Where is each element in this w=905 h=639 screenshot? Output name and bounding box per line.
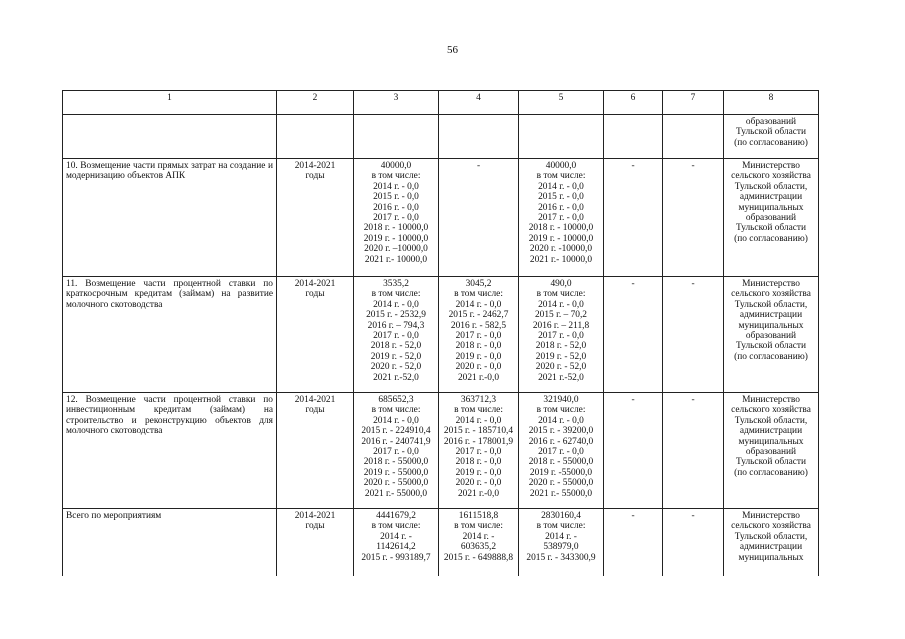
cell-line: 2017 г. - 0,0	[538, 213, 584, 224]
cell-line: 2020 г. -10000,0	[529, 244, 593, 255]
cell-line: 2015 г. - 2462,7	[448, 310, 509, 321]
funding-source-3-cell	[519, 393, 604, 509]
cell-line: в том числе:	[371, 289, 421, 300]
cell-line: Тульской области,	[734, 181, 808, 192]
cell-line: сельского хозяйства	[731, 521, 811, 532]
cell-line: 2017 г. - 0,0	[373, 331, 419, 342]
cell-line: 2014 г. - 0,0	[538, 299, 584, 310]
cell-line: 2016 г. - 0,0	[538, 202, 584, 213]
cell-line: 2020 г. - 52,0	[370, 362, 422, 373]
cell-line: 2016 г. - 62740,0	[528, 436, 594, 447]
measure-name-cell	[63, 115, 277, 159]
table-row	[63, 115, 819, 159]
cell-line: образований	[745, 117, 797, 127]
cell-text: 10. Возмещение части прямых затрат на создание и модернизацию объектов АПК	[66, 161, 273, 182]
cell-line: 2019 г. - 52,0	[535, 351, 587, 362]
column-7-cell: -	[663, 509, 724, 577]
cell-line: 538979,0	[543, 542, 579, 553]
total-funding-cell	[354, 277, 439, 393]
cell-line: 2830160,4	[541, 511, 581, 521]
total-funding-cell	[354, 393, 439, 509]
funding-source-2-cell	[439, 277, 519, 393]
cell-line: 2014 г. - 0,0	[455, 299, 502, 310]
cell-line: администрации	[739, 310, 803, 321]
cell-line: 40000,0	[380, 161, 412, 171]
cell-line: -	[476, 161, 481, 171]
period-cell	[277, 159, 354, 277]
cell-line: 2018 г. - 10000,0	[528, 223, 594, 234]
funding-source-3-cell	[519, 159, 604, 277]
cell-line: 2015 г. - 185710,4	[443, 426, 514, 437]
cell-line: администрации	[739, 426, 803, 437]
cell-line: Тульской области	[735, 127, 807, 138]
cell-line: сельского хозяйства	[731, 171, 811, 182]
cell-line: 2015 г. – 70,2	[534, 310, 587, 321]
responsible-cell	[724, 159, 819, 277]
header-cell-4: 4	[439, 91, 519, 115]
cell-line: годы	[305, 521, 325, 532]
column-7-cell: -	[663, 393, 724, 509]
cell-line: Тульской области	[735, 223, 807, 234]
cell-line: 2021 г.- 10000,0	[529, 254, 593, 265]
cell-line: 2018 г. - 10000,0	[363, 223, 429, 234]
cell-line: в том числе:	[454, 405, 503, 416]
cell-line: 2017 г. - 0,0	[373, 213, 419, 224]
cell-line: в том числе:	[371, 405, 421, 416]
cell-line: Министерство	[742, 161, 800, 171]
cell-line: 2014 г. -	[462, 531, 495, 542]
cell-line: 2014-2021	[294, 511, 336, 521]
cell-line: 2016 г. – 794,3	[367, 320, 425, 331]
responsible-cell	[724, 393, 819, 509]
cell-line: 2021 г.-0,0	[457, 488, 500, 499]
cell-line: 2020 г. - 0,0	[455, 362, 502, 373]
measure-name-cell	[63, 509, 277, 577]
cell-line: 2020 г. - 55000,0	[363, 478, 429, 489]
header-cell-1: 1	[63, 91, 277, 115]
cell-line: 2017 г. - 0,0	[373, 447, 419, 458]
column-6-cell: -	[604, 159, 663, 277]
page-number: 56	[447, 44, 458, 56]
cell-line: Тульской области	[735, 457, 807, 468]
cell-line: 2016 г. - 582,5	[450, 320, 507, 331]
cell-line: 2020 г. - 52,0	[535, 362, 587, 373]
cell-line: в том числе:	[536, 521, 586, 532]
funding-source-2-cell	[439, 393, 519, 509]
table-row	[63, 277, 819, 393]
measure-name-cell	[63, 393, 277, 509]
cell-line: 2018 г. - 52,0	[370, 341, 422, 352]
period-cell	[277, 509, 354, 577]
cell-line: в том числе:	[371, 171, 421, 182]
cell-line: 3535,2	[383, 279, 409, 289]
cell-line: 4441679,2	[376, 511, 416, 521]
cell-line: 2019 г. - 10000,0	[528, 233, 594, 244]
cell-text: 11. Возмещение части процентной ставки по краткосрочным кредитам (займам) на развитие молочного скотоводства	[66, 279, 273, 310]
cell-line: 2015 г. - 0,0	[373, 192, 419, 203]
period-cell	[277, 393, 354, 509]
cell-line: сельского хозяйства	[731, 289, 811, 300]
cell-line: 2019 г. - 55000,0	[363, 467, 429, 478]
column-6-cell	[604, 115, 663, 159]
cell-line: 2021 г.-52,0	[538, 372, 584, 383]
cell-line: 2018 г. - 52,0	[535, 341, 587, 352]
cell-line: 2015 г. - 649888,8	[443, 552, 514, 563]
cell-line: в том числе:	[454, 521, 503, 532]
cell-line: Тульской области	[735, 341, 807, 352]
cell-line: (по согласованию)	[734, 351, 808, 362]
cell-line: 2020 г. –10000,0	[364, 244, 428, 255]
responsible-cell	[724, 277, 819, 393]
cell-line: муниципальных	[738, 552, 804, 563]
funding-source-3-cell	[519, 277, 604, 393]
cell-line: 2014 г. - 0,0	[373, 415, 419, 426]
cell-line: 363712,3	[460, 395, 497, 405]
cell-line: 2015 г. - 39200,0	[528, 426, 594, 437]
cell-line: в том числе:	[454, 289, 503, 300]
cell-line: образований	[745, 331, 797, 342]
cell-line: 2018 г. - 0,0	[455, 457, 502, 468]
cell-line: 2019 г. - 0,0	[455, 351, 502, 362]
funding-source-3-cell	[519, 509, 604, 577]
cell-line: муниципальных	[738, 320, 804, 331]
cell-line: 2019 г. - 52,0	[370, 351, 422, 362]
cell-line: в том числе:	[536, 405, 586, 416]
cell-line: 2015 г. - 2532,9	[366, 310, 426, 321]
cell-line: 2021 г.- 10000,0	[364, 254, 428, 265]
responsible-cell	[724, 115, 819, 159]
cell-line: 2018 г. - 0,0	[455, 341, 502, 352]
measure-name-cell	[63, 277, 277, 393]
cell-line: 2017 г. - 0,0	[538, 447, 584, 458]
cell-line: 2019 г. - 10000,0	[363, 233, 429, 244]
cell-line: 2021 г.-52,0	[373, 372, 419, 383]
cell-line: 1142614,2	[376, 542, 416, 553]
header-cell-2: 2	[277, 91, 354, 115]
cell-line: годы	[305, 289, 325, 300]
funding-source-2-cell	[439, 115, 519, 159]
cell-line: 2016 г. - 178001,9	[443, 436, 514, 447]
cell-line: 2020 г. - 0,0	[455, 478, 502, 489]
period-cell	[277, 115, 354, 159]
measures-table	[62, 90, 819, 576]
total-funding-cell	[354, 509, 439, 577]
cell-line: годы	[305, 171, 325, 182]
cell-line: Тульской области,	[734, 531, 808, 542]
cell-line: администрации	[739, 542, 803, 553]
table-row	[63, 393, 819, 509]
cell-line: 603635,2	[460, 542, 497, 553]
cell-line: 40000,0	[545, 161, 577, 171]
measure-name-cell	[63, 159, 277, 277]
cell-line: 2016 г. - 0,0	[373, 202, 419, 213]
cell-line: 2017 г. - 0,0	[455, 447, 502, 458]
column-6-cell: -	[604, 509, 663, 577]
cell-line: в том числе:	[371, 521, 421, 532]
cell-line: 2014-2021	[294, 395, 336, 405]
period-cell	[277, 277, 354, 393]
cell-line: 3045,2	[465, 279, 492, 289]
cell-line: 321940,0	[543, 395, 579, 405]
column-7-cell: -	[663, 159, 724, 277]
cell-line: 2014 г. - 0,0	[373, 299, 419, 310]
cell-text: 12. Возмещение части процентной ставки по инвестиционным кредитам (займам) на строительство и реконструкцию объектов для молочного скотоводства	[66, 395, 273, 437]
cell-line: 2019 г. - 0,0	[455, 467, 502, 478]
cell-line: Министерство	[742, 395, 800, 405]
cell-line: в том числе:	[536, 171, 586, 182]
cell-line: 490,0	[550, 279, 572, 289]
cell-line: 2016 г. - 240741,9	[361, 436, 431, 447]
cell-line: 2021 г.- 55000,0	[529, 488, 593, 499]
column-7-cell: -	[663, 277, 724, 393]
column-6-cell: -	[604, 277, 663, 393]
cell-line: в том числе:	[536, 289, 586, 300]
header-cell-5: 5	[519, 91, 604, 115]
cell-line: 2015 г. - 0,0	[538, 192, 584, 203]
cell-text: Всего по мероприятиям	[66, 511, 162, 521]
cell-line: 2017 г. - 0,0	[455, 331, 502, 342]
cell-line: 2019 г. -55000,0	[529, 467, 593, 478]
cell-line: образований	[745, 213, 797, 224]
header-row	[63, 91, 819, 115]
cell-line: 685652,3	[378, 395, 414, 405]
cell-line: 2014 г. - 0,0	[373, 181, 419, 192]
header-cell-6: 6	[604, 91, 663, 115]
column-7-cell	[663, 115, 724, 159]
cell-line: 2014-2021	[294, 279, 336, 289]
cell-line: Тульской области,	[734, 299, 808, 310]
table-row	[63, 159, 819, 277]
header-cell-8: 8	[724, 91, 819, 115]
cell-line: (по согласованию)	[734, 137, 808, 148]
funding-source-2-cell	[439, 159, 519, 277]
cell-line: (по согласованию)	[734, 233, 808, 244]
cell-line: 2015 г. - 993189,7	[361, 552, 431, 563]
total-funding-cell	[354, 159, 439, 277]
cell-line: 2018 г. - 55000,0	[528, 457, 594, 468]
cell-line: 2020 г. - 55000,0	[528, 478, 594, 489]
cell-line: Министерство	[742, 279, 800, 289]
cell-line: годы	[305, 405, 325, 416]
header-cell-7: 7	[663, 91, 724, 115]
cell-line: 2014 г. -	[380, 531, 412, 542]
cell-line: (по согласованию)	[734, 467, 808, 478]
column-6-cell: -	[604, 393, 663, 509]
cell-line: Министерство	[742, 511, 800, 521]
table-row	[63, 509, 819, 577]
total-funding-cell	[354, 115, 439, 159]
cell-line: 2014 г. -	[545, 531, 577, 542]
cell-line: 2014 г. - 0,0	[455, 415, 502, 426]
cell-line: 1611518,8	[458, 511, 499, 521]
cell-line: Тульской области,	[734, 415, 808, 426]
cell-line: 2021 г.-0,0	[457, 372, 500, 383]
cell-line: администрации	[739, 192, 803, 203]
cell-line: муниципальных	[738, 436, 804, 447]
cell-line: 2016 г. – 211,8	[532, 320, 590, 331]
cell-line: 2021 г.- 55000,0	[364, 488, 428, 499]
funding-source-3-cell	[519, 115, 604, 159]
cell-line: 2014 г. - 0,0	[538, 181, 584, 192]
cell-line: образований	[745, 447, 797, 458]
cell-line: 2015 г. - 224910,4	[361, 426, 431, 437]
header-cell-3: 3	[354, 91, 439, 115]
cell-line: 2015 г. - 343300,9	[526, 552, 596, 563]
cell-line: 2018 г. - 55000,0	[363, 457, 429, 468]
cell-line: 2014-2021	[294, 161, 336, 171]
cell-line: 2014 г. - 0,0	[538, 415, 584, 426]
responsible-cell	[724, 509, 819, 577]
cell-line: 2017 г. - 0,0	[538, 331, 584, 342]
cell-line: сельского хозяйства	[731, 405, 811, 416]
cell-line: муниципальных	[738, 202, 804, 213]
funding-source-2-cell	[439, 509, 519, 577]
